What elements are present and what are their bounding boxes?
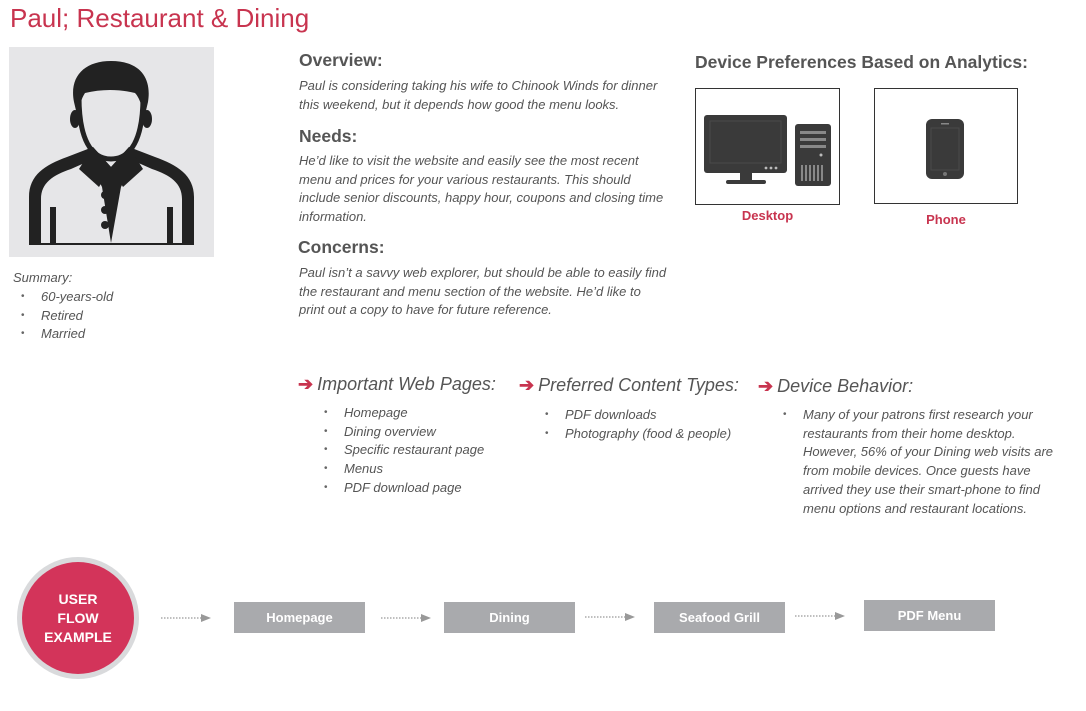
- list-item: • Homepage: [316, 404, 484, 423]
- user-flow-label: USER FLOW EXAMPLE: [44, 590, 112, 645]
- arrow-right-icon: ➔: [519, 375, 535, 395]
- needs-heading: Needs:: [299, 126, 358, 146]
- device-behavior-list: [775, 406, 1055, 518]
- list-item: • Many of your patrons first research your restaurants from their home desktop. However, 56% of your Dining web visits are from mobile devices. Once guests have arrived they use their smart-phone to find menu options and restaurant locations.: [775, 406, 1055, 518]
- flow-step-seafood-grill: Seafood Grill: [654, 602, 785, 633]
- device-preferences-heading: Device Preferences Based on Analytics:: [695, 52, 1028, 72]
- section-title: Preferred Content Types:: [538, 375, 739, 395]
- desktop-computer-icon: [696, 89, 839, 204]
- desktop-label: Desktop: [741, 208, 794, 223]
- overview-text: Paul is considering taking his wife to Chinook Winds for dinner this weekend, but it depends how good the menu looks.: [299, 78, 658, 112]
- overview-heading: Overview:: [299, 50, 383, 70]
- needs-text: He’d like to visit the website and easily see the most recent menu and prices for your various restaurants. This should include senior discounts, happy hour, coupons and closing time information.: [299, 153, 664, 225]
- list-item: • 60-years-old: [13, 288, 113, 307]
- desktop-card: [695, 88, 840, 205]
- phone-label: Phone: [926, 212, 966, 227]
- flow-step-homepage: Homepage: [234, 602, 365, 633]
- flow-step-dining: Dining: [444, 602, 575, 633]
- preferred-content-types-heading: [519, 375, 739, 396]
- dotted-arrow-icon: [160, 612, 212, 624]
- list-item: • Specific restaurant page: [316, 441, 484, 460]
- dotted-arrow-icon: [584, 611, 636, 623]
- smartphone-icon: [875, 89, 1017, 203]
- dotted-arrow-icon: [794, 610, 846, 622]
- arrow-right-icon: ➔: [298, 374, 314, 394]
- list-item: • Photography (food & people): [537, 425, 731, 444]
- list-item: • Menus: [316, 460, 484, 479]
- phone-card: [874, 88, 1018, 204]
- section-title: Device Behavior:: [777, 376, 914, 396]
- arrow-right-icon: ➔: [758, 376, 774, 396]
- concerns-heading: Concerns:: [298, 237, 385, 257]
- section-title: Important Web Pages:: [317, 374, 496, 394]
- list-item: • PDF downloads: [537, 406, 731, 425]
- flow-step-pdf-menu: PDF Menu: [864, 600, 995, 631]
- summary-label: Summary:: [13, 270, 73, 285]
- list-item: • Married: [13, 325, 113, 344]
- user-flow-badge: [17, 557, 139, 679]
- persona-avatar: [9, 47, 214, 257]
- important-pages-list: [316, 404, 484, 498]
- list-item: • Retired: [13, 307, 113, 326]
- content-types-list: [537, 406, 731, 443]
- dotted-arrow-icon: [380, 612, 432, 624]
- page-title: Paul; Restaurant & Dining: [10, 3, 310, 33]
- important-web-pages-heading: [298, 374, 496, 395]
- user-flow-circle: [22, 562, 134, 674]
- summary-list: [13, 288, 113, 344]
- device-behavior-heading: [758, 376, 913, 397]
- list-item: • Dining overview: [316, 423, 484, 442]
- concerns-text: Paul isn’t a savvy web explorer, but should be able to easily find the restaurant and menu section of the website. He’d like to print out a copy to have for future reference.: [299, 265, 667, 318]
- list-item: • PDF download page: [316, 479, 484, 498]
- person-icon: [9, 47, 214, 257]
